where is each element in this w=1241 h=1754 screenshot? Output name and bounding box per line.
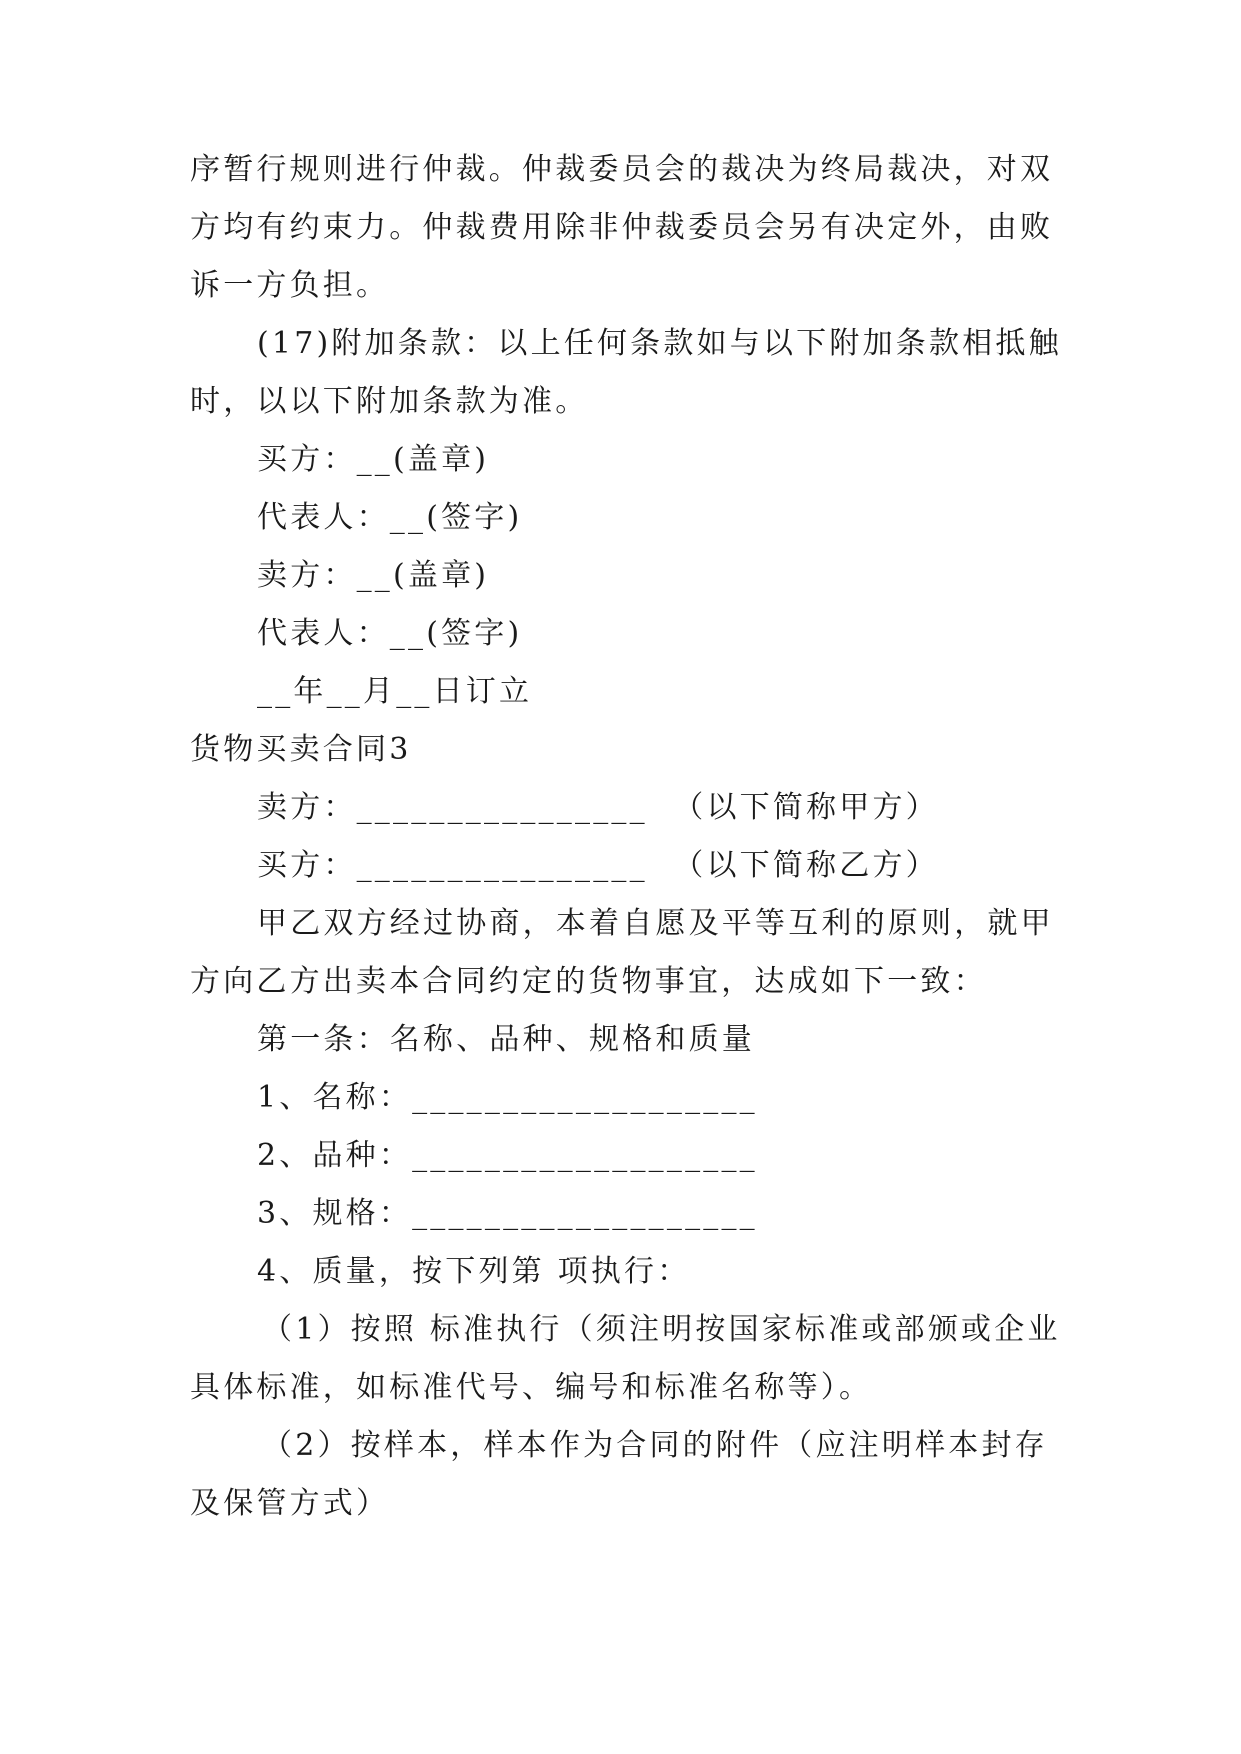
spec-field-line: 3、规格：___________________ [257, 1196, 758, 1231]
buyer-representative-line: 代表人：__(签字) [257, 500, 523, 535]
seller-seal-line: 卖方：__(盖章) [257, 558, 490, 593]
quality-option-1-line: （1）按照 标准执行（须注明按国家标准或部颁或企业 [262, 1312, 1061, 1347]
paragraph-line: 序暂行规则进行仲裁。仲裁委员会的裁决为终局裁决，对双 [190, 152, 1054, 187]
clause-17-line: (17)附加条款：以上任何条款如与以下附加条款相抵触 [257, 326, 1062, 361]
paragraph-line: 时，以以下附加条款为准。 [190, 384, 589, 419]
quality-line: 4、质量，按下列第 项执行： [257, 1254, 691, 1289]
paragraph-line: 甲乙双方经过协商，本着自愿及平等互利的原则，就甲 [257, 906, 1054, 941]
article-one-heading: 第一条：名称、品种、规格和质量 [257, 1022, 755, 1057]
quality-option-2-line: （2）按样本，样本作为合同的附件（应注明样本封存 [262, 1428, 1048, 1463]
name-field-line: 1、名称：___________________ [257, 1080, 758, 1115]
paragraph-line: 诉一方负担。 [190, 268, 390, 303]
date-signed-line: __年__月__日订立 [257, 674, 533, 709]
contract-title: 货物买卖合同3 [190, 732, 412, 767]
variety-field-line: 2、品种：___________________ [257, 1138, 758, 1173]
buyer-line: 买方：________________ （以下简称乙方） [257, 848, 939, 883]
seller-representative-line: 代表人：__(签字) [257, 616, 523, 651]
paragraph-line: 具体标准，如标准代号、编号和标准名称等）。 [190, 1370, 873, 1405]
paragraph-line: 及保管方式） [190, 1486, 390, 1521]
paragraph-line: 方均有约束力。仲裁费用除非仲裁委员会另有决定外，由败 [190, 210, 1054, 245]
paragraph-line: 方向乙方出卖本合同约定的货物事宜，达成如下一致： [190, 964, 987, 999]
buyer-seal-line: 买方：__(盖章) [257, 442, 490, 477]
seller-line: 卖方：________________ （以下简称甲方） [257, 790, 939, 825]
